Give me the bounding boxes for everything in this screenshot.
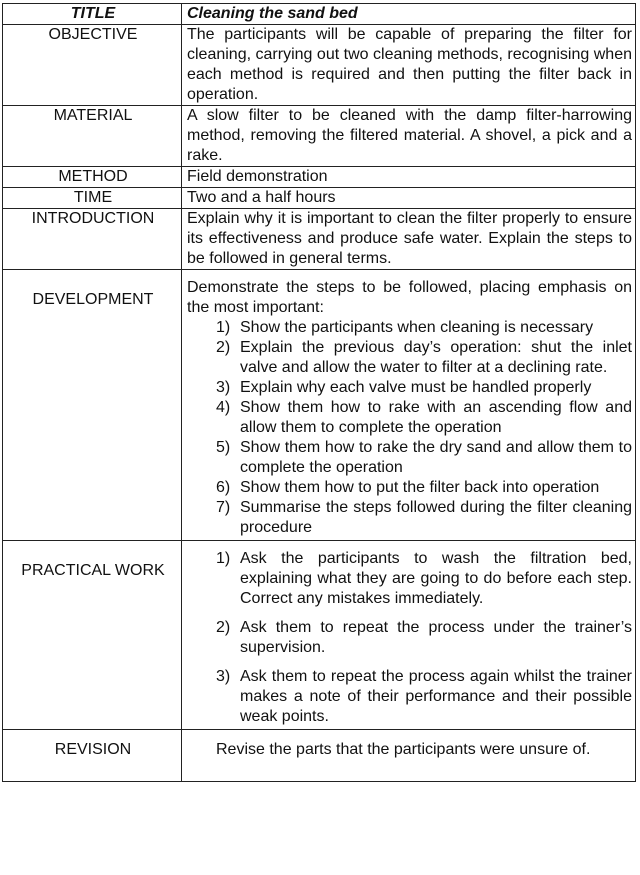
revision-text: Revise the parts that the participants were unsure of.: [182, 730, 636, 782]
practical-label: PRACTICAL WORK: [3, 541, 182, 730]
step-number: 5): [216, 439, 231, 456]
row-practical-work: [3, 541, 636, 730]
step-number: 7): [216, 499, 231, 516]
title-label: TITLE: [3, 4, 182, 25]
row-material: [3, 106, 636, 167]
revision-label: REVISION: [3, 730, 182, 782]
material-text: A slow filter to be cleaned with the damp filter-harrowing method, removing the filtered material. A shovel, a pick and a rake.: [182, 106, 636, 167]
list-item: [187, 318, 632, 338]
row-objective: [3, 25, 636, 106]
objective-label: OBJECTIVE: [3, 25, 182, 106]
step-number: 2): [216, 619, 231, 636]
development-content: [182, 270, 636, 541]
list-item: [187, 549, 632, 609]
row-development: [3, 270, 636, 541]
step-number: 3): [216, 379, 231, 396]
practical-steps: [187, 549, 632, 727]
method-text: Field demonstration: [182, 167, 636, 188]
time-label: TIME: [3, 188, 182, 209]
practical-content: [182, 541, 636, 730]
list-item: [187, 498, 632, 538]
time-text: Two and a half hours: [182, 188, 636, 209]
row-title: [3, 4, 636, 25]
lesson-plan-table: [2, 3, 636, 782]
introduction-label: INTRODUCTION: [3, 209, 182, 270]
row-revision: [3, 730, 636, 782]
step-number: 4): [216, 399, 231, 416]
step-text: Show them how to put the filter back into operation: [240, 479, 600, 496]
step-number: 3): [216, 668, 231, 685]
step-number: 6): [216, 479, 231, 496]
list-item: [187, 398, 632, 438]
step-text: Ask them to repeat the process under the trainer’s supervision.: [240, 619, 632, 656]
list-item: [187, 618, 632, 658]
step-text: Explain the previous day’s operation: shut the inlet valve and allow the water to filter at a declining rate.: [240, 339, 632, 376]
row-time: [3, 188, 636, 209]
objective-text: The participants will be capable of preparing the filter for cleaning, carrying out two cleaning methods, recognising when each method is required and then putting the filter back in operation.: [182, 25, 636, 106]
step-number: 1): [216, 550, 231, 567]
list-item: [187, 338, 632, 378]
list-item: [187, 478, 632, 498]
step-text: Ask them to repeat the process again whilst the trainer makes a note of their performance and their possible weak points.: [240, 668, 632, 725]
step-text: Show them how to rake the dry sand and allow them to complete the operation: [240, 439, 632, 476]
development-steps: [187, 318, 632, 538]
step-text: Show the participants when cleaning is necessary: [240, 319, 594, 336]
step-text: Show them how to rake with an ascending flow and allow them to complete the operation: [240, 399, 632, 436]
introduction-text: Explain why it is important to clean the filter properly to ensure its effectiveness and produce safe water. Explain the steps to be followed in general terms.: [182, 209, 636, 270]
row-introduction: [3, 209, 636, 270]
title-value: Cleaning the sand bed: [182, 4, 636, 25]
step-number: 1): [216, 319, 231, 336]
material-label: MATERIAL: [3, 106, 182, 167]
step-text: Ask the participants to wash the filtration bed, explaining what they are going to do before each step. Correct any mistakes immediately.: [240, 550, 632, 607]
development-label: DEVELOPMENT: [3, 270, 182, 541]
step-text: Summarise the steps followed during the filter cleaning procedure: [240, 499, 632, 536]
row-method: [3, 167, 636, 188]
list-item: [187, 667, 632, 727]
development-intro: Demonstrate the steps to be followed, placing emphasis on the most important:: [187, 279, 632, 316]
step-text: Explain why each valve must be handled properly: [240, 379, 592, 396]
list-item: [187, 378, 632, 398]
method-label: METHOD: [3, 167, 182, 188]
step-number: 2): [216, 339, 231, 356]
list-item: [187, 438, 632, 478]
